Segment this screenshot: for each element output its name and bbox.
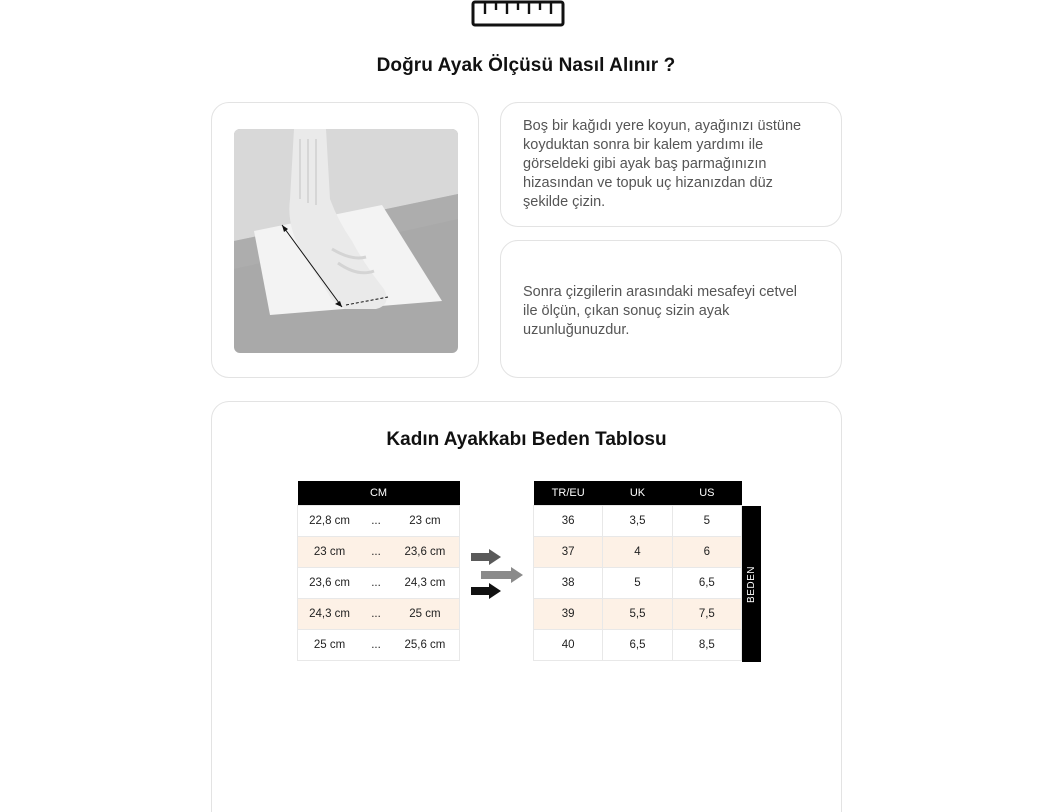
ruler-icon bbox=[471, 0, 565, 28]
size-us: 7,5 bbox=[672, 598, 741, 629]
cm-from: 24,3 cm bbox=[298, 598, 362, 629]
table-row bbox=[298, 505, 460, 536]
size-us: 6 bbox=[672, 536, 741, 567]
size-table bbox=[533, 481, 742, 661]
column-header-us: US bbox=[672, 481, 741, 505]
cm-to: 25,6 cm bbox=[391, 629, 460, 660]
size-tr-eu: 38 bbox=[534, 567, 603, 598]
cm-to: 23 cm bbox=[391, 505, 460, 536]
table-row bbox=[298, 629, 460, 660]
cm-separator: ... bbox=[361, 505, 391, 536]
size-us: 5 bbox=[672, 505, 741, 536]
cm-to: 23,6 cm bbox=[391, 536, 460, 567]
cm-to: 24,3 cm bbox=[391, 567, 460, 598]
table-row bbox=[534, 598, 742, 629]
column-header-tr-eu: TR/EU bbox=[534, 481, 603, 505]
cm-from: 23 cm bbox=[298, 536, 362, 567]
foot-measurement-photo bbox=[234, 129, 458, 353]
page-title: Doğru Ayak Ölçüsü Nasıl Alınır ? bbox=[376, 55, 676, 76]
table-row bbox=[298, 567, 460, 598]
cm-separator: ... bbox=[361, 629, 391, 660]
beden-side-bar bbox=[742, 506, 761, 662]
table-row bbox=[298, 536, 460, 567]
cm-header: CM bbox=[298, 481, 460, 505]
cm-separator: ... bbox=[361, 536, 391, 567]
size-table-title: Kadın Ayakkabı Beden Tablosu bbox=[386, 429, 667, 450]
size-table-card bbox=[211, 401, 842, 812]
cm-separator: ... bbox=[361, 598, 391, 629]
cm-to: 25 cm bbox=[391, 598, 460, 629]
size-tr-eu: 36 bbox=[534, 505, 603, 536]
size-tr-eu: 37 bbox=[534, 536, 603, 567]
step-2-text: Sonra çizgilerin arasındaki mesafeyi cetvel ile ölçün, çıkan sonuç sizin ayak uzunluğunuzdur. bbox=[523, 284, 798, 338]
cm-from: 25 cm bbox=[298, 629, 362, 660]
size-uk: 6,5 bbox=[603, 629, 672, 660]
step-1-text: Boş bir kağıdı yere koyun, ayağınızı üstüne koyduktan sonra bir kalem yardımı ile görseldeki gibi ayak baş parmağınızın hizasından ve topuk uç hizanızdan düz şekilde çizin. bbox=[523, 118, 802, 210]
cm-table bbox=[297, 481, 460, 661]
table-row bbox=[534, 536, 742, 567]
size-uk: 3,5 bbox=[603, 505, 672, 536]
table-row bbox=[534, 567, 742, 598]
table-row bbox=[534, 505, 742, 536]
size-tr-eu: 39 bbox=[534, 598, 603, 629]
cm-from: 23,6 cm bbox=[298, 567, 362, 598]
size-uk: 4 bbox=[603, 536, 672, 567]
size-us: 6,5 bbox=[672, 567, 741, 598]
cm-separator: ... bbox=[361, 567, 391, 598]
column-header-uk: UK bbox=[603, 481, 672, 505]
size-us: 8,5 bbox=[672, 629, 741, 660]
cm-from: 22,8 cm bbox=[298, 505, 362, 536]
size-uk: 5,5 bbox=[603, 598, 672, 629]
size-uk: 5 bbox=[603, 567, 672, 598]
step-card-1 bbox=[500, 102, 842, 227]
table-row bbox=[534, 629, 742, 660]
photo-card bbox=[211, 102, 479, 378]
beden-label: BEDEN bbox=[746, 565, 758, 603]
step-card-2 bbox=[500, 240, 842, 378]
table-row bbox=[298, 598, 460, 629]
arrows-right-icon bbox=[471, 549, 527, 599]
size-tr-eu: 40 bbox=[534, 629, 603, 660]
